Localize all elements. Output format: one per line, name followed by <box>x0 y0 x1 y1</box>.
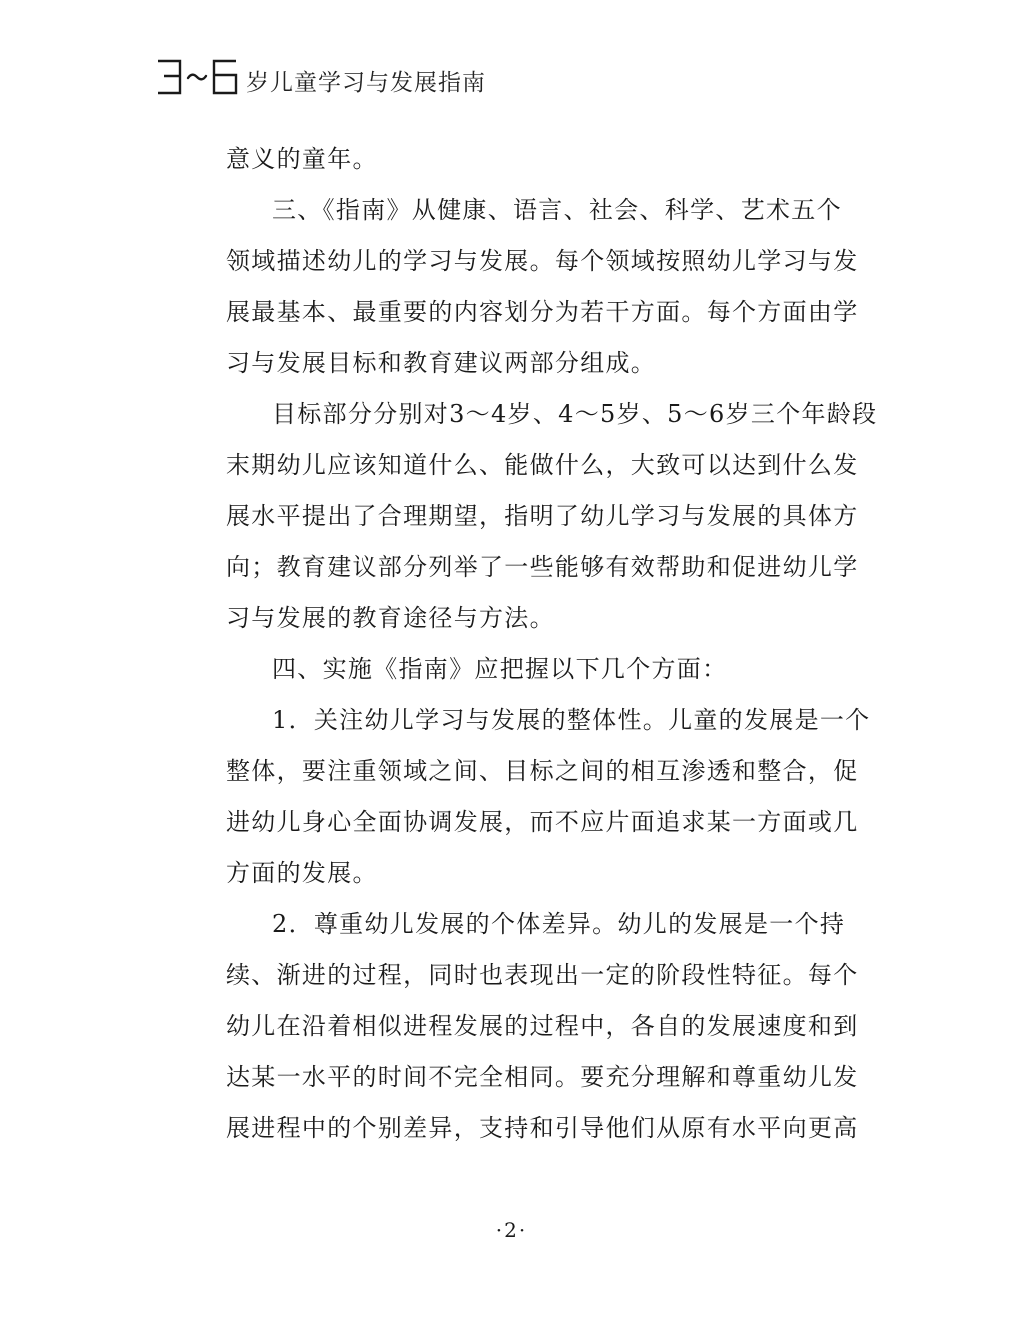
text-line: 达某一水平的时间不完全相同。要充分理解和尊重幼儿发 <box>226 1063 859 1091</box>
paragraph <box>226 389 878 644</box>
text-line: 2．尊重幼儿发展的个体差异。幼儿的发展是一个持 <box>272 910 846 938</box>
paragraph <box>226 695 871 899</box>
text-line: 展进程中的个别差异，支持和引导他们从原有水平向更高 <box>226 1114 859 1142</box>
book-title: 岁儿童学习与发展指南 <box>246 69 486 96</box>
text-line: 1．关注幼儿学习与发展的整体性。儿童的发展是一个 <box>272 706 871 734</box>
text-line: 末期幼儿应该知道什么、能做什么，大致可以达到什么发 <box>226 451 859 479</box>
text-line: 展水平提出了合理期望，指明了幼儿学习与发展的具体方 <box>226 502 859 530</box>
paragraph <box>226 134 856 185</box>
text-line: 幼儿在沿着相似进程发展的过程中，各自的发展速度和到 <box>226 1012 859 1040</box>
text-line: 三、《指南》从健康、语言、社会、科学、艺术五个 <box>272 196 842 224</box>
text-line: 目标部分分别对3～4岁、4～5岁、5～6岁三个年龄段 <box>272 400 878 428</box>
paragraph <box>226 185 859 389</box>
paragraph <box>226 899 859 1154</box>
document-body <box>226 134 878 1154</box>
text-line: 续、渐进的过程，同时也表现出一定的阶段性特征。每个 <box>226 961 859 989</box>
text-line: 习与发展目标和教育建议两部分组成。 <box>226 349 657 377</box>
text-line: 习与发展的教育途径与方法。 <box>226 604 555 632</box>
text-line: 方面的发展。 <box>226 859 378 887</box>
paragraph <box>226 644 856 695</box>
text-line: 意义的童年。 <box>226 145 378 173</box>
page-header <box>152 52 486 102</box>
book-logo-3-6 <box>152 55 244 99</box>
text-line: 向；教育建议部分列举了一些能够有效帮助和促进幼儿学 <box>226 553 859 581</box>
text-line: 整体，要注重领域之间、目标之间的相互渗透和整合，促 <box>226 757 859 785</box>
text-line: 展最基本、最重要的内容划分为若干方面。每个方面由学 <box>226 298 859 326</box>
page-number: ·2· <box>495 1218 528 1242</box>
text-line: 领域描述幼儿的学习与发展。每个领域按照幼儿学习与发 <box>226 247 859 275</box>
text-line: 进幼儿身心全面协调发展，而不应片面追求某一方面或几 <box>226 808 859 836</box>
text-line: 四、实施《指南》应把握以下几个方面： <box>272 655 728 683</box>
